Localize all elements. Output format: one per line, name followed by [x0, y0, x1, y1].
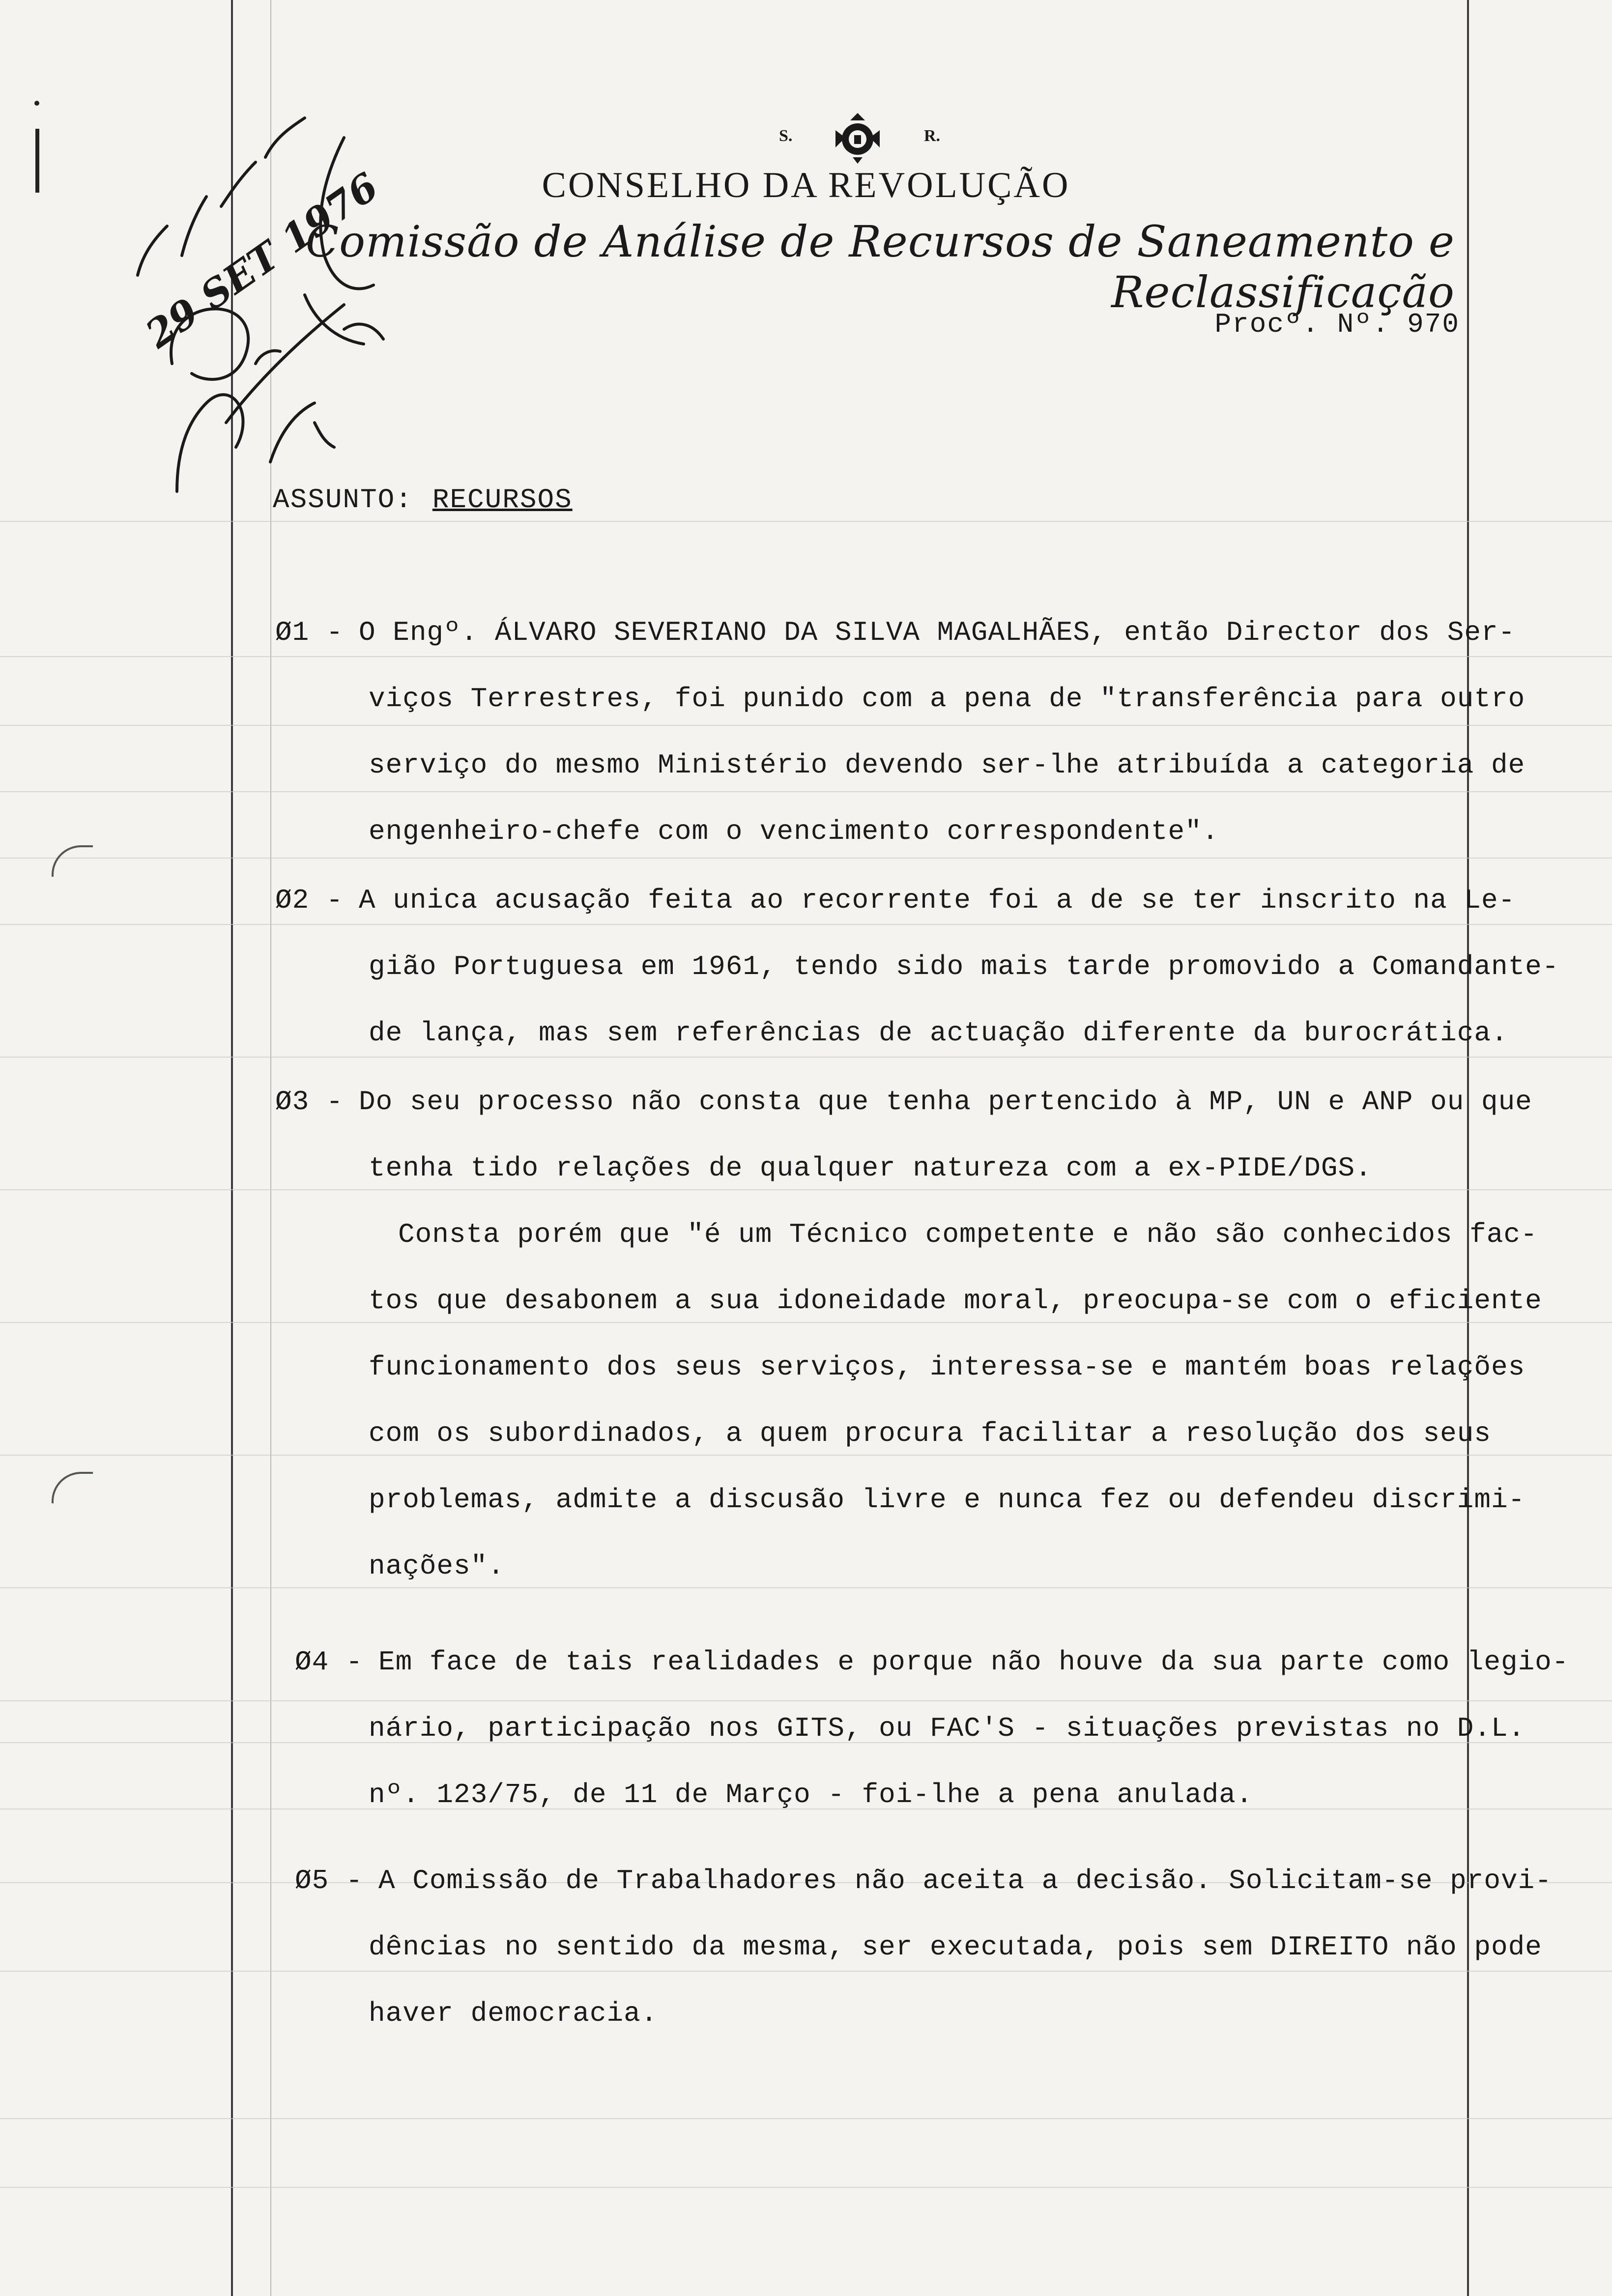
item-line: de lança, mas sem referências de actuação diferente da burocrática.	[369, 1017, 1508, 1049]
ruling-line	[0, 1971, 1612, 1972]
item-line: nário, participação nos GITS, ou FAC'S - situações previstas no D.L.	[369, 1713, 1526, 1744]
ruling-line	[0, 2118, 1612, 2119]
item-line: A Comissão de Trabalhadores não aceita a decisão. Solicitam-se provi-	[378, 1865, 1552, 1896]
item-line: haver democracia.	[369, 1998, 658, 2029]
ruling-line	[0, 1189, 1612, 1190]
subject-line	[273, 484, 573, 516]
item-line: gião Portuguesa em 1961, tendo sido mais tarde promovido a Comandante-	[369, 951, 1559, 982]
quote-line: Consta porém que "é um Técnico competente e não são conhecidos fac-	[398, 1219, 1538, 1250]
ink-dot	[34, 101, 39, 106]
coat-of-arms-icon	[831, 111, 885, 165]
ruling-line	[0, 2187, 1612, 2188]
ruling-line	[0, 725, 1612, 726]
ruling-line	[0, 791, 1612, 792]
item-line: serviço do mesmo Ministério devendo ser-lhe atribuída a categoria de	[369, 749, 1526, 781]
item-line: A unica acusação feita ao recorrente foi a de se ter inscrito na Le-	[359, 885, 1516, 916]
item-number: Ø2 -	[275, 885, 344, 916]
process-number: Procº. Nº. 970	[1214, 309, 1460, 340]
quote-line: com os subordinados, a quem procura facilitar a resolução dos seus	[369, 1418, 1491, 1449]
handwritten-signature	[108, 108, 442, 511]
item-number: Ø5 -	[295, 1865, 363, 1896]
ruling-line	[0, 1587, 1612, 1588]
ruling-line	[0, 521, 1612, 522]
handwritten-date: 29 SET 1976	[138, 164, 387, 357]
subject-value: RECURSOS	[432, 484, 573, 516]
ruling-line	[0, 1700, 1612, 1701]
item-number: Ø1 -	[275, 617, 344, 648]
punch-hole-mark	[52, 845, 93, 877]
ruling-line	[0, 1322, 1612, 1323]
item-number: Ø3 -	[275, 1086, 344, 1118]
quote-line: tos que desabonem a sua idoneidade moral, preocupa-se com o eficiente	[369, 1285, 1542, 1317]
subject-label: ASSUNTO:	[273, 484, 413, 516]
item-line: engenheiro-chefe com o vencimento correspondente".	[369, 816, 1219, 847]
quote-line: nações".	[369, 1550, 505, 1582]
item-line: Do seu processo não consta que tenha pertencido à MP, UN e ANP ou que	[359, 1086, 1532, 1118]
punch-hole-mark	[52, 1472, 93, 1503]
item-line: viços Terrestres, foi punido com a pena de "transferência para outro	[369, 683, 1526, 715]
item-line: Em face de tais realidades e porque não houve da sua parte como legio-	[378, 1646, 1569, 1678]
ruling-line	[0, 858, 1612, 859]
ruling-line	[0, 656, 1612, 657]
item-line: O Engº. ÁLVARO SEVERIANO DA SILVA MAGALHÃES, então Director dos Ser-	[359, 617, 1516, 648]
quote-line: funcionamento dos seus serviços, interessa-se e mantém boas relações	[369, 1351, 1526, 1383]
ruling-line	[0, 1057, 1612, 1058]
header-letter-r: R.	[924, 127, 941, 145]
item-line: dências no sentido da mesma, ser executada, pois sem DIREITO não pode	[369, 1931, 1542, 1963]
header-letter-s: S.	[779, 127, 793, 145]
ruling-line	[0, 924, 1612, 925]
item-line: nº. 123/75, de 11 de Março - foi-lhe a pena anulada.	[369, 1779, 1253, 1810]
commission-title: Comissão de Análise de Recursos de Saneamento e Reclassificação	[305, 216, 1455, 317]
quote-line: problemas, admite a discusão livre e nunca fez ou defendeu discrimi-	[369, 1484, 1526, 1516]
item-line: tenha tido relações de qualquer natureza com a ex-PIDE/DGS.	[369, 1152, 1372, 1184]
council-title: CONSELHO DA REVOLUÇÃO	[542, 165, 1070, 205]
item-number: Ø4 -	[295, 1646, 363, 1678]
ruling-line	[0, 1455, 1612, 1456]
